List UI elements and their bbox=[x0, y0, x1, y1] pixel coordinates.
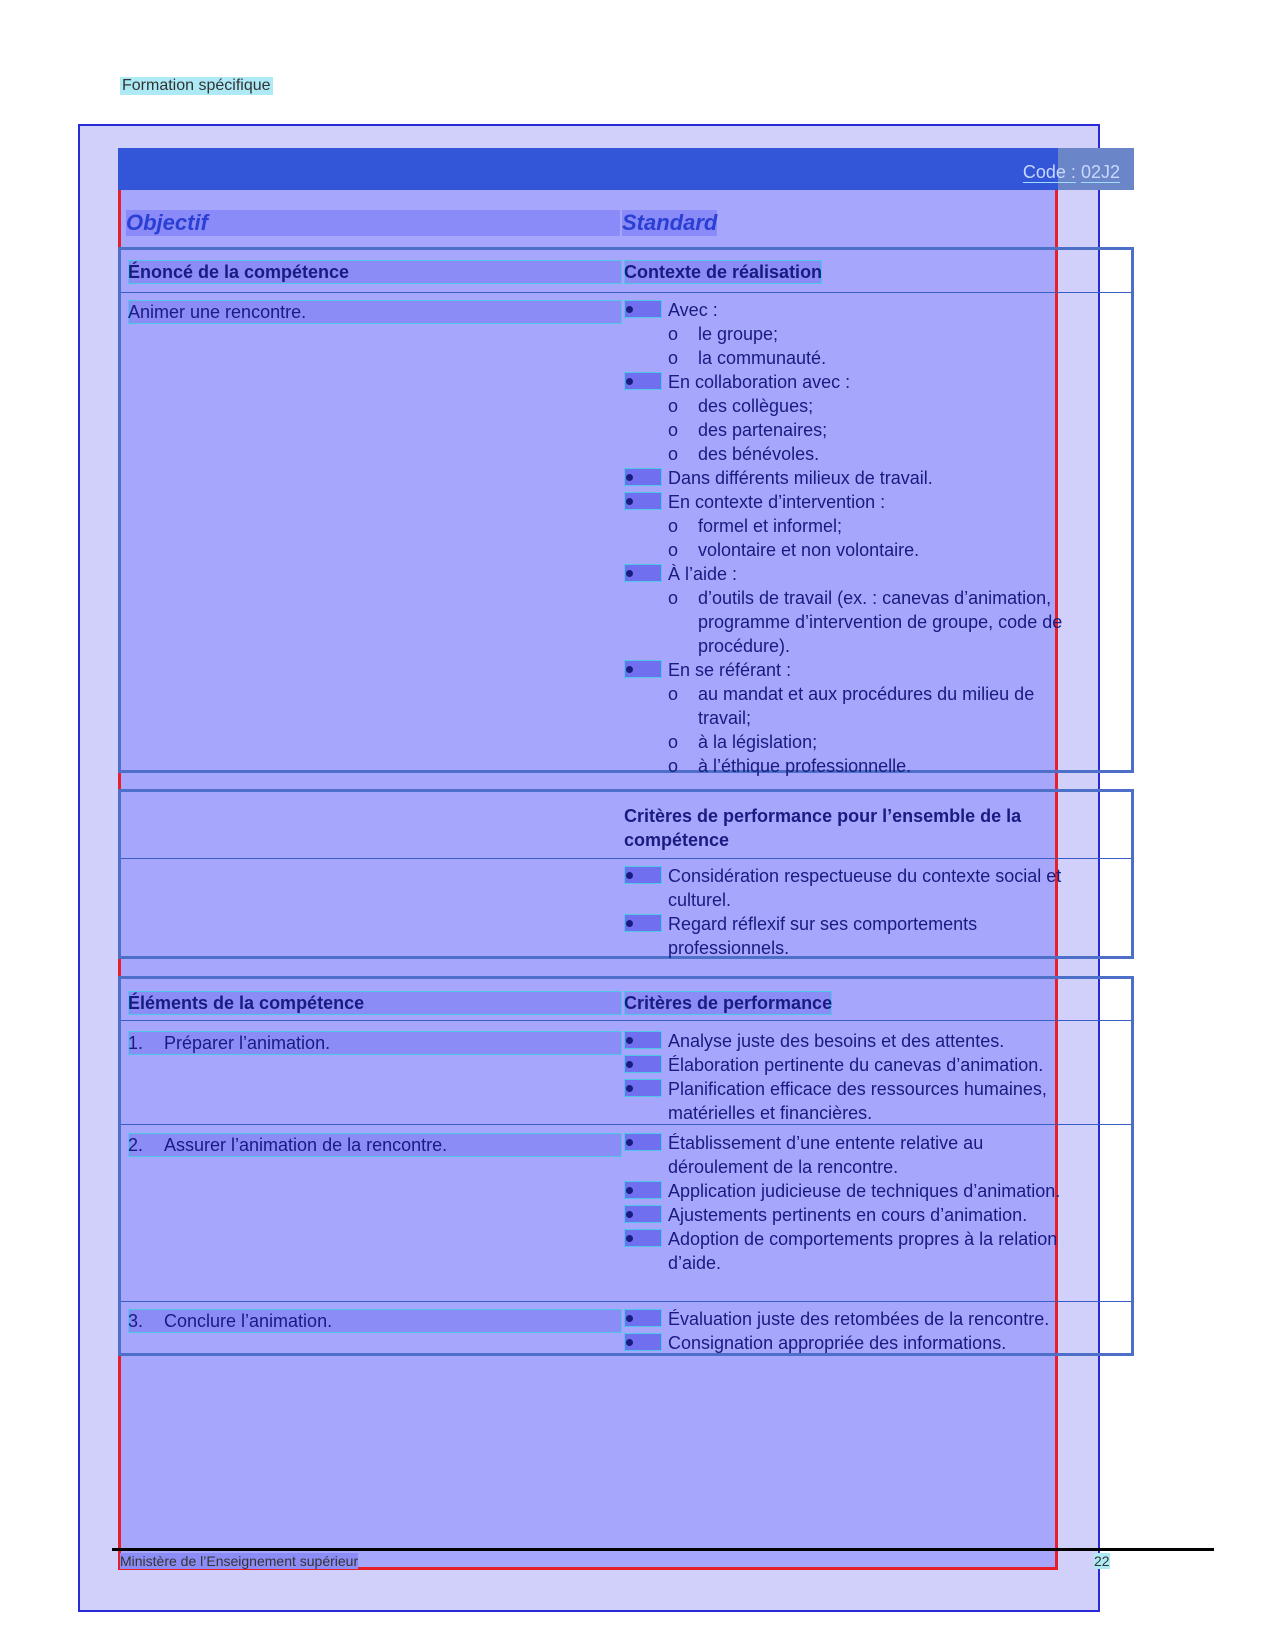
bullet-text: En se référant : bbox=[668, 660, 792, 680]
footer-rule bbox=[112, 1548, 1214, 1551]
bullet-item bbox=[624, 1053, 1086, 1077]
bullet-item bbox=[624, 864, 1084, 912]
bullet-text: Analyse juste des besoins et des attentes. bbox=[668, 1031, 1005, 1051]
bullet-text: Regard réflexif sur ses comportements professionnels. bbox=[668, 914, 978, 958]
sub-item: o la communauté. bbox=[668, 346, 1079, 370]
competence-statement: Animer une rencontre. bbox=[128, 300, 622, 324]
bullet-text: Considération respectueuse du contexte social et culturel. bbox=[668, 866, 1062, 910]
bullet-icon bbox=[624, 914, 662, 932]
bullet-text: En contexte d’intervention : bbox=[668, 492, 886, 512]
element-criteria bbox=[624, 1131, 1086, 1275]
standard-heading: Standard bbox=[622, 210, 718, 235]
code-label: Code : bbox=[1022, 162, 1076, 182]
row-rule bbox=[121, 1301, 1131, 1302]
bullet-text: Consignation appropriée des informations. bbox=[668, 1333, 1007, 1353]
bullet-icon bbox=[624, 1133, 662, 1151]
element-text: Préparer l’animation. bbox=[164, 1033, 331, 1053]
bullet-icon bbox=[624, 1229, 662, 1247]
bullet-item bbox=[624, 562, 1079, 658]
bullet-icon bbox=[624, 1309, 662, 1327]
bullet-text: En collaboration avec : bbox=[668, 372, 851, 392]
contexte-list bbox=[624, 298, 1079, 778]
sub-item: o à la législation; bbox=[668, 730, 1079, 754]
sub-item: o formel et informel; bbox=[668, 514, 1079, 538]
page-number: 22 bbox=[1094, 1553, 1110, 1569]
bullet-icon bbox=[624, 1079, 662, 1097]
element-number: 2. bbox=[128, 1135, 144, 1155]
element-number: 3. bbox=[128, 1311, 144, 1331]
element-text: Conclure l’animation. bbox=[164, 1311, 333, 1331]
sub-item: o volontaire et non volontaire. bbox=[668, 538, 1079, 562]
footer-publisher: Ministère de l’Enseignement supérieur bbox=[120, 1553, 359, 1569]
header-rule bbox=[121, 292, 1131, 293]
bullet-item bbox=[624, 658, 1079, 778]
bullet-icon bbox=[624, 1333, 662, 1351]
bullet-item bbox=[624, 1029, 1086, 1053]
header-rule bbox=[121, 1020, 1131, 1021]
bullet-item bbox=[624, 1179, 1086, 1203]
bullet-item bbox=[624, 466, 1079, 490]
bullet-icon bbox=[624, 866, 662, 884]
bullet-item bbox=[624, 1203, 1086, 1227]
bullet-text: Planification efficace des ressources humaines, matérielles et financières. bbox=[668, 1079, 1047, 1123]
objectif-heading: Objectif bbox=[126, 210, 620, 236]
bullet-text: À l’aide : bbox=[668, 564, 738, 584]
element-number: 1. bbox=[128, 1033, 144, 1053]
bullet-text: Évaluation juste des retombées de la rencontre. bbox=[668, 1309, 1050, 1329]
criteres-header: Critères de performance bbox=[624, 993, 833, 1013]
sub-item: o des partenaires; bbox=[668, 418, 1079, 442]
bullet-icon bbox=[624, 300, 662, 318]
sub-item: o au mandat et aux procédures du milieu de travail; bbox=[668, 682, 1079, 730]
criteres-ensemble-list bbox=[624, 864, 1084, 960]
bullet-icon bbox=[624, 1205, 662, 1223]
element-criteria bbox=[624, 1029, 1086, 1125]
contexte-header: Contexte de réalisation bbox=[624, 262, 823, 282]
bullet-icon bbox=[624, 468, 662, 486]
bullet-icon bbox=[624, 564, 662, 582]
bullet-item bbox=[624, 1077, 1086, 1125]
section-criteres-ensemble bbox=[118, 789, 1134, 959]
section-enonce bbox=[118, 247, 1134, 776]
bullet-item bbox=[624, 298, 1079, 370]
bullet-icon bbox=[624, 372, 662, 390]
bullet-item bbox=[624, 1307, 1086, 1331]
bullet-text: Établissement d’une entente relative au déroulement de la rencontre. bbox=[668, 1133, 984, 1177]
bullet-text: Application judicieuse de techniques d’animation. bbox=[668, 1181, 1061, 1201]
element-label bbox=[128, 1309, 622, 1333]
bullet-text: Avec : bbox=[668, 300, 718, 320]
bullet-item bbox=[624, 1131, 1086, 1179]
bullet-text: Adoption de comportements propres à la relation d’aide. bbox=[668, 1229, 1058, 1273]
bullet-item bbox=[624, 1227, 1086, 1275]
sub-item: o d’outils de travail (ex. : canevas d’animation, programme d’intervention de groupe, code de procédure). bbox=[668, 586, 1079, 658]
element-label bbox=[128, 1031, 622, 1055]
bullet-icon bbox=[624, 492, 662, 510]
bullet-text: Dans différents milieux de travail. bbox=[668, 468, 933, 488]
code-value: 02J2 bbox=[1080, 162, 1120, 182]
element-text: Assurer l’animation de la rencontre. bbox=[164, 1135, 448, 1155]
header-rule bbox=[121, 858, 1131, 859]
code-bar bbox=[118, 148, 1134, 190]
sub-item: o des collègues; bbox=[668, 394, 1079, 418]
bullet-icon bbox=[624, 1055, 662, 1073]
elements-header: Éléments de la compétence bbox=[128, 991, 622, 1015]
bullet-icon bbox=[624, 660, 662, 678]
bullet-item bbox=[624, 490, 1079, 562]
element-label bbox=[128, 1133, 622, 1157]
sub-item: o des bénévoles. bbox=[668, 442, 1079, 466]
bullet-icon bbox=[624, 1031, 662, 1049]
running-title: Formation spécifique bbox=[122, 77, 271, 94]
bullet-text: Ajustements pertinents en cours d’animation. bbox=[668, 1205, 1028, 1225]
bullet-text: Élaboration pertinente du canevas d’animation. bbox=[668, 1055, 1044, 1075]
enonce-header: Énoncé de la compétence bbox=[128, 260, 622, 284]
element-criteria bbox=[624, 1307, 1086, 1355]
bullet-item bbox=[624, 912, 1084, 960]
sub-item: o le groupe; bbox=[668, 322, 1079, 346]
section-elements bbox=[118, 976, 1134, 1356]
criteres-ensemble-header: Critères de performance pour l’ensemble de la compétence bbox=[624, 806, 1022, 850]
sub-item: o à l’éthique professionnelle. bbox=[668, 754, 1079, 778]
program-code bbox=[1023, 162, 1120, 183]
bullet-icon bbox=[624, 1181, 662, 1199]
bullet-item bbox=[624, 1331, 1086, 1355]
bullet-item bbox=[624, 370, 1079, 466]
